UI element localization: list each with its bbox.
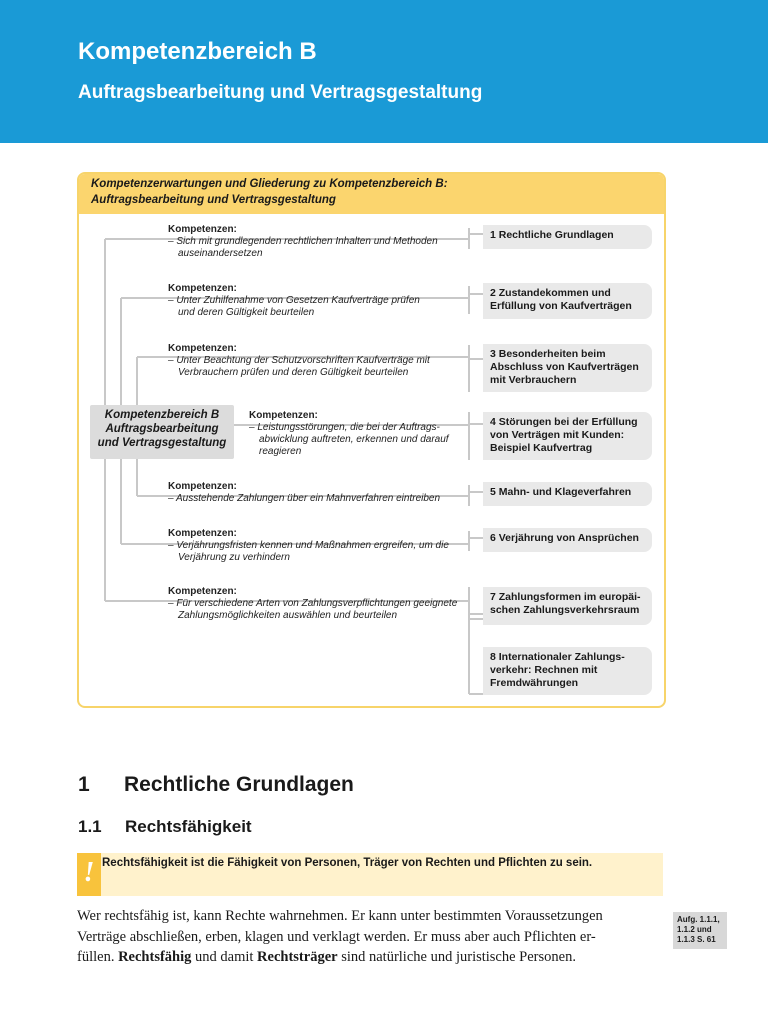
competence-text: – Unter Zuhilfenahme von Gesetzen Kaufverträge prüfen [168,295,420,306]
section-heading-1 [78,773,354,797]
topic-8 [483,647,652,695]
term-rechtsfaehig: Rechtsfähig [118,949,192,965]
section-heading-1-1 [78,817,252,837]
topic-text: schen Zahlungsverkehrsraum [490,604,640,616]
competence-label: Kompetenzen: [168,283,237,294]
body-paragraph [77,906,667,968]
reference-line: Aufg. 1.1.1, [677,915,720,924]
topic-text: 2 Zustandekommen und [490,287,611,299]
section-title: Rechtsfähigkeit [125,817,252,836]
term-rechtstraeger: Rechtsträger [257,949,338,965]
competence-5 [168,481,440,505]
box-title-line2: Auftragsbearbeitung und Vertragsgestaltung [91,194,336,206]
topic-7 [483,587,652,625]
topic-text: Abschluss von Kaufverträgen [490,361,639,373]
reference-line: 1.1.3 S. 61 [677,935,716,944]
topic-text: von Verträgen mit Kunden: [490,429,625,441]
topic-text: 4 Störungen bei der Erfüllung [490,416,638,428]
section-number: 1 [78,773,90,796]
topic-2 [483,283,652,319]
topic-text: 1 Rechtliche Grundlagen [490,229,614,241]
exercise-reference [673,912,727,949]
competence-text: und deren Gültigkeit beurteilen [178,307,315,318]
topic-text: 6 Verjährung von Ansprüchen [490,532,639,544]
topic-text: Fremdwährungen [490,677,579,689]
chapter-title: Kompetenzbereich B [78,38,317,65]
competence-label: Kompetenzen: [168,224,237,235]
competence-3 [168,343,430,379]
competence-area-block [90,405,234,459]
body-line: Verträge abschließen, erben, klagen und verklagt werden. Er muss aber auch Pflichten er- [77,928,596,945]
competence-text: – Leistungsstörungen, die bei der Auftrags- [249,422,440,433]
competence-text: auseinandersetzen [178,248,263,259]
box-title-line1: Kompetenzerwartungen und Gliederung zu Kompetenzbereich B: [91,178,448,190]
body-line: Wer rechtsfähig ist, kann Rechte wahrnehmen. Er kann unter bestimmten Voraussetzungen [77,908,603,924]
chapter-header [0,0,768,143]
competence-label: Kompetenzen: [168,481,237,492]
topic-4 [483,412,652,460]
definition-text: Rechtsfähigkeit ist die Fähigkeit von Personen, Träger von Rechten und Pflichten zu sein. [102,857,593,869]
topic-text: 3 Besonderheiten beim [490,348,606,360]
competence-7 [168,586,457,622]
topic-1 [483,225,652,249]
section-number: 1.1 [78,817,102,836]
topic-text: mit Verbrauchern [490,374,577,386]
topic-3 [483,344,652,392]
definition-note [77,853,663,896]
exclamation-icon: ! [83,857,95,888]
competence-text: – Unter Beachtung der Schutzvorschriften Kaufverträge mit [168,355,430,366]
competence-4 [249,410,449,458]
topic-6 [483,528,652,552]
center-line2: Auftragsbearbeitung [105,423,219,435]
competence-2 [168,283,420,319]
competence-text: abwicklung auftreten, erkennen und darauf [259,434,449,445]
reference-line: 1.1.2 und [677,925,712,934]
center-line3: und Vertragsgestaltung [97,437,227,449]
body-text: füllen. [77,949,119,965]
topic-5 [483,482,652,506]
competence-text: Zahlungsmöglichkeiten auswählen und beurteilen [178,610,398,621]
competence-text: – Sich mit grundlegenden rechtlichen Inhalten und Methoden [168,236,438,247]
competence-text: Verbrauchern prüfen und deren Gültigkeit beurteilen [178,367,409,378]
center-line1: Kompetenzbereich B [104,409,220,421]
competence-text: Verjährung zu verhindern [178,552,290,563]
topic-text: 5 Mahn- und Klageverfahren [490,486,632,498]
body-line [77,947,667,968]
topic-text: Erfüllung von Kaufverträgen [490,300,632,312]
competence-text: – Für verschiedene Arten von Zahlungsverpflichtungen geeignete [168,598,458,609]
topic-text: verkehr: Rechnen mit [490,664,598,676]
topic-text: Beispiel Kaufvertrag [490,442,593,454]
competence-6 [168,528,449,564]
competence-text: – Verjährungsfristen kennen und Maßnahmen ergreifen, um die [168,540,449,551]
competence-label: Kompetenzen: [168,586,237,597]
competence-label: Kompetenzen: [168,528,237,539]
competence-label: Kompetenzen: [168,343,237,354]
competence-text: reagieren [259,446,302,457]
body-text: sind natürliche und juristische Personen. [337,949,576,965]
chapter-subtitle: Auftragsbearbeitung und Vertragsgestaltung [78,82,483,103]
competence-text: – Ausstehende Zahlungen über ein Mahnverfahren eintreiben [168,493,441,504]
competence-1 [168,224,438,260]
section-title: Rechtliche Grundlagen [124,773,354,796]
topic-text: 8 Internationaler Zahlungs- [490,651,625,663]
topic-text: 7 Zahlungsformen im europäi- [490,591,641,603]
body-text: und damit [191,949,258,965]
competence-overview-box [77,172,666,708]
competence-label: Kompetenzen: [249,410,318,421]
